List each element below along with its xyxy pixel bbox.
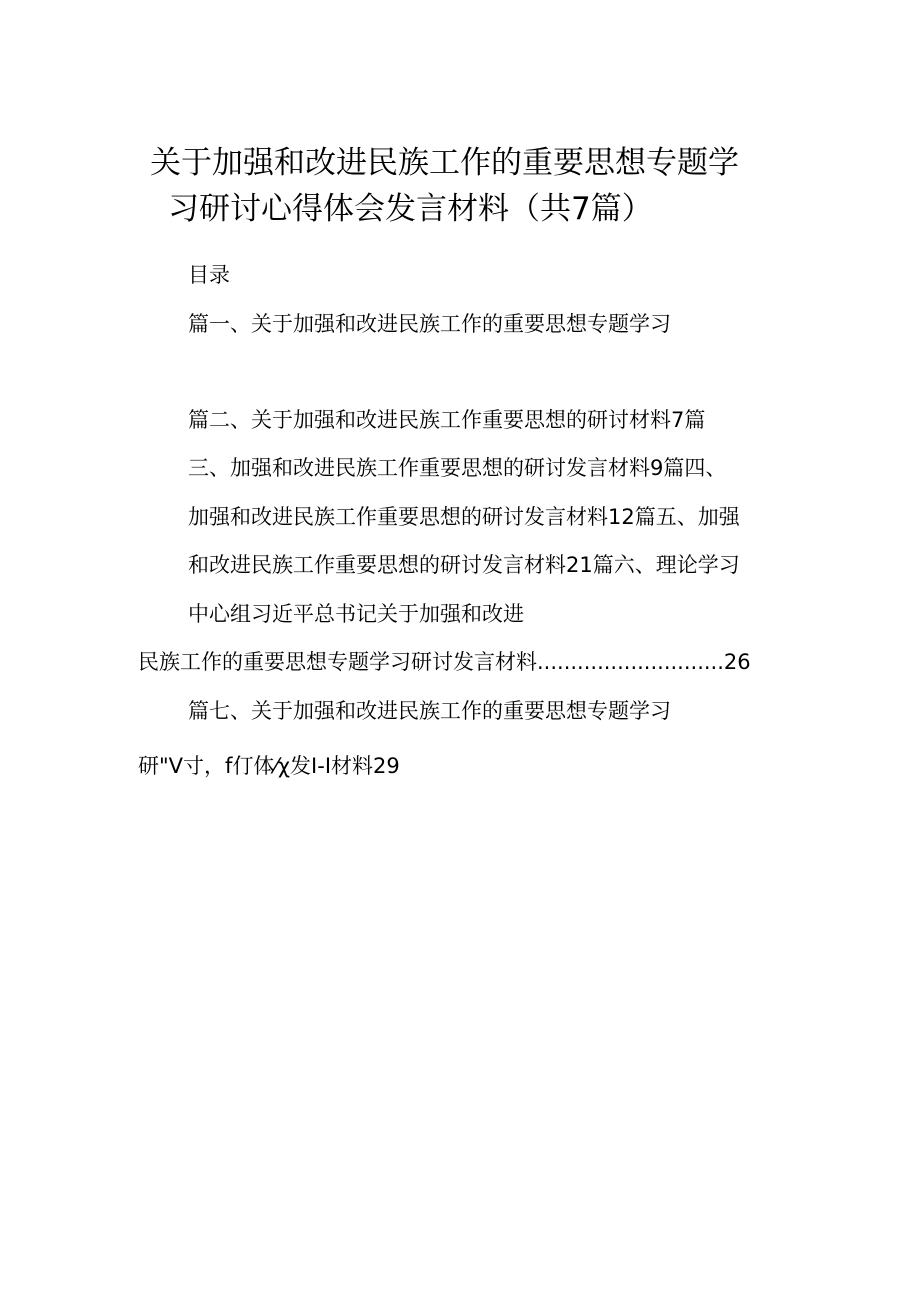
document-title-line-1: 关于加强和改进民族工作的重要思想专题学 — [150, 145, 739, 181]
toc-line: 和改进民族工作重要思想的研讨发言材料21篇六、理论学习 — [188, 553, 740, 577]
toc-line: 民族工作的重要思想专题学习研讨发言材料............................26 — [138, 650, 751, 674]
toc-line: 篇一、关于加强和改进民族工作的重要思想专题学习 — [188, 312, 671, 336]
toc-line: 加强和改进民族工作重要思想的研讨发言材料12篇五、加强 — [188, 505, 740, 529]
toc-line: 三、加强和改进民族工作重要思想的研讨发言材料9篇四、 — [188, 456, 727, 480]
toc-line: 研"V寸，f仃体⁄χ发I-I材料29 — [138, 754, 400, 778]
document-title-line-2: 习研讨心得体会发言材料（共7篇） — [168, 191, 653, 227]
toc-line: 篇七、关于加强和改进民族工作的重要思想专题学习 — [188, 699, 671, 723]
toc-line: 中心组习近平总书记关于加强和改进 — [188, 602, 524, 626]
toc-heading: 目录 — [188, 263, 230, 287]
toc-line: 篇二、关于加强和改进民族工作重要思想的研讨材料7篇 — [188, 408, 706, 432]
